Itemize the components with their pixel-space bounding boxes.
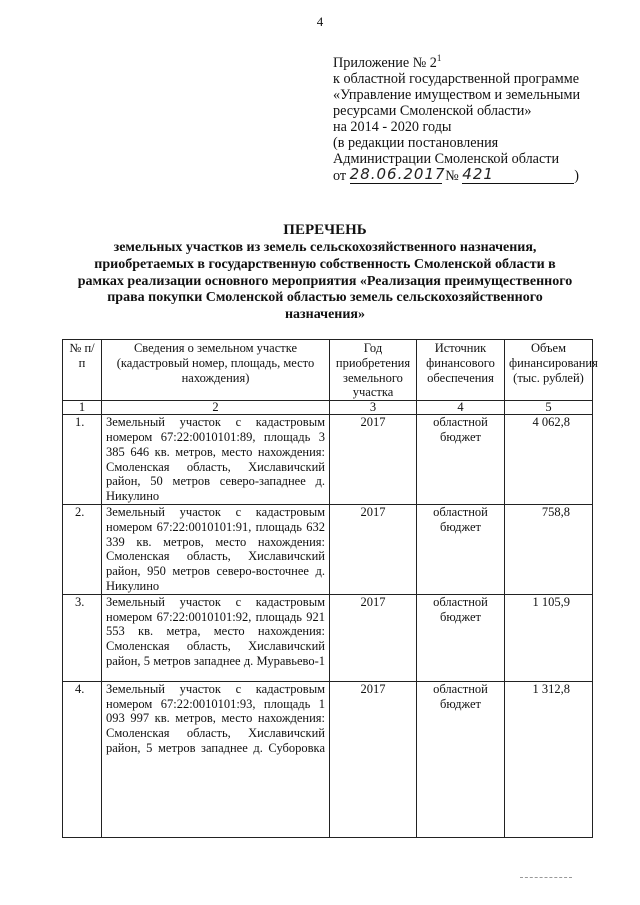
row-number: 1. (63, 415, 102, 505)
document-heading (60, 221, 590, 324)
header-amount: Объем финансирования (тыс. рублей) (505, 340, 593, 401)
row-number: 3. (63, 594, 102, 681)
table-header-row (63, 340, 593, 401)
column-number: 2 (102, 401, 330, 415)
appendix-title-text: Приложение № 2 (333, 55, 437, 71)
document-subtitle-line: назначения» (284, 307, 365, 323)
column-number-row (63, 401, 593, 415)
appendix-line: «Управление имуществом и земельными (333, 87, 581, 103)
date-field (349, 165, 446, 184)
funding-source: областной бюджет (417, 504, 505, 594)
acquisition-year: 2017 (330, 504, 417, 594)
table-row (63, 504, 593, 594)
plot-description: Земельный участок с кадастровым номером 67:22:0010101:93, площадь 1 093 997 кв. метров, место нахождения: Смоленская область, Хиславичский район, 5 метров западнее д. Суборовка (102, 681, 330, 837)
appendix-line: Администрации Смоленской области (333, 151, 560, 167)
table-row (63, 415, 593, 505)
plot-description: Земельный участок с кадастровым номером 67:22:0010101:91, площадь 632 339 кв. метров, место нахождения: Смоленская область, Хиславичский район, 950 метров северо-восточнее д. Никулино (102, 504, 330, 594)
column-number: 4 (417, 401, 505, 415)
header-plot-info: Сведения о земельном участке (кадастровый номер, площадь, место нахождения) (102, 340, 330, 401)
appendix-line: ресурсами Смоленской области» (333, 103, 532, 119)
funding-amount: 4 062,8 (505, 415, 593, 505)
appendix-line: на 2014 - 2020 годы (333, 119, 452, 135)
handwritten-date: 28.06.2017 (349, 165, 446, 183)
appendix-title-superscript: 1 (436, 53, 442, 63)
header-number: № п/п (63, 340, 102, 401)
handwritten-number: 421 (462, 165, 494, 183)
plot-description: Земельный участок с кадастровым номером 67:22:0010101:89, площадь 3 385 646 кв. метров, место нахождения: Смоленская область, Хиславичский район, 50 метров северо-западнее д. Никулино (102, 415, 330, 505)
plot-description: Земельный участок с кадастровым номером 67:22:0010101:92, площадь 921 553 кв. метра, место нахождения: Смоленская область, Хиславичский район, 5 метров западнее д. Муравьево-1 (102, 594, 330, 681)
number-label: № (445, 168, 459, 184)
funding-source: областной бюджет (417, 681, 505, 837)
acquisition-year: 2017 (330, 681, 417, 837)
row-number: 4. (63, 681, 102, 837)
acquisition-year: 2017 (330, 415, 417, 505)
number-field (462, 167, 574, 184)
resolution-date-number-row (333, 167, 613, 184)
funding-source: областной бюджет (417, 594, 505, 681)
row-number: 2. (63, 504, 102, 594)
appendix-line: (в редакции постановления (333, 135, 499, 151)
footer-dash-mark (520, 877, 572, 878)
header-source: Источник финансового обеспечения (417, 340, 505, 401)
acquisition-year: 2017 (330, 594, 417, 681)
appendix-line: к областной государственной программе (333, 71, 580, 87)
column-number: 1 (63, 401, 102, 415)
document-subtitle-line: рамках реализации основного мероприятия «Реализация преимущественного (77, 273, 573, 289)
funding-source: областной бюджет (417, 415, 505, 505)
column-number: 5 (505, 401, 593, 415)
table-row (63, 681, 593, 837)
document-subtitle-line: приобретаемых в государственную собственность Смоленской области в (94, 256, 556, 272)
funding-amount: 1 312,8 (505, 681, 593, 837)
appendix-block (333, 55, 613, 184)
header-year: Год приобретения земельного участка (330, 340, 417, 401)
document-title: ПЕРЕЧЕНЬ (283, 222, 367, 238)
table-row (63, 594, 593, 681)
land-plots-table (62, 339, 598, 838)
page-number: 4 (316, 14, 324, 29)
funding-amount: 1 105,9 (505, 594, 593, 681)
column-number: 3 (330, 401, 417, 415)
funding-amount: 758,8 (505, 504, 593, 594)
document-subtitle-line: земельных участков из земель сельскохозяйственного назначения, (113, 240, 537, 255)
appendix-title (333, 55, 613, 71)
document-subtitle-line: права покупки Смоленской областью земель сельскохозяйственного (107, 290, 543, 306)
closing-paren: ) (574, 168, 580, 184)
from-label: от (333, 168, 347, 184)
